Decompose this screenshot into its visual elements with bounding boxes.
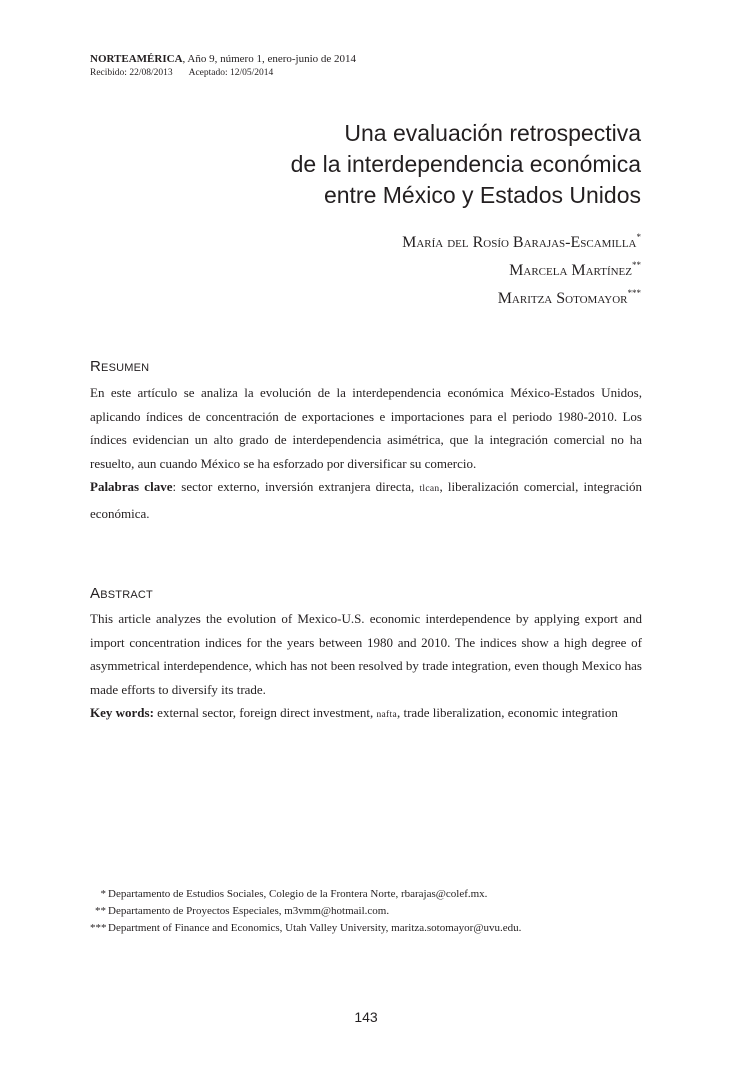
abstract-text: This article analyzes the evolution of Mexico-U.S. economic interdependence by applying export and import concentration indices for the years between 1980 and 2010. The indices show a high degree of asymmetrical interdependence, which has not been resolved by trade integration, even though Mexico has made efforts to diversify its trade. xyxy=(90,611,642,697)
author-name: Maritza Sotomayor xyxy=(497,290,628,307)
author-1 xyxy=(402,226,641,254)
keywords-abbr: nafta xyxy=(376,710,397,720)
received-date: Recibido: 22/08/2013 xyxy=(90,68,173,78)
keywords-text-b: , trade liberalization, economic integration xyxy=(396,705,618,720)
article-title xyxy=(201,118,641,211)
footnote-mark: *** xyxy=(90,922,107,934)
keywords-label: Palabras clave xyxy=(90,479,173,494)
footnote-text: Departamento de Proyectos Especiales, m3vmm@hotmail.com. xyxy=(108,905,390,917)
author-mark: * xyxy=(636,232,641,242)
running-header xyxy=(90,52,356,80)
footnote-mark: * xyxy=(100,888,106,900)
author-2 xyxy=(402,254,641,282)
issue-info: , Año 9, número 1, enero-junio de 2014 xyxy=(182,53,357,65)
author-mark: ** xyxy=(632,260,641,270)
abstract-section xyxy=(90,607,642,728)
footnote-text: Department of Finance and Economics, Utah Valley University, maritza.sotomayor@uvu.edu. xyxy=(108,922,522,934)
footnotes xyxy=(90,886,521,937)
accepted-date: Aceptado: 12/05/2014 xyxy=(188,68,274,78)
keywords-text-a: : sector externo, inversión extranjera directa, xyxy=(172,479,420,494)
author-name: Marcela Martínez xyxy=(509,262,632,279)
author-3 xyxy=(402,282,641,310)
resumen-section xyxy=(90,381,642,525)
title-line-2: de la interdependencia económica xyxy=(290,151,641,177)
journal-line xyxy=(90,52,356,66)
abstract-heading: Abstract xyxy=(90,585,153,602)
author-mark: *** xyxy=(627,288,641,298)
author-name: María del Rosío Barajas-Escamilla xyxy=(402,234,637,251)
title-line-1: Una evaluación retrospectiva xyxy=(344,120,641,146)
author-list xyxy=(402,226,641,310)
page-number: 143 xyxy=(354,1009,378,1025)
title-line-3: entre México y Estados Unidos xyxy=(323,182,641,208)
resumen-keywords xyxy=(90,475,642,525)
footnote-text: Departamento de Estudios Sociales, Colegio de la Frontera Norte, rbarajas@colef.mx. xyxy=(108,888,488,900)
dates-line xyxy=(90,66,356,80)
footnote-1 xyxy=(90,886,521,903)
footnote-2 xyxy=(90,903,521,920)
keywords-abbr: tlcan xyxy=(419,484,440,494)
footnote-3 xyxy=(90,920,521,937)
keywords-text-b: , liberalización comercial, integración económica. xyxy=(90,479,642,521)
resumen-text: En este artículo se analiza la evolución de la interdependencia económica México-Estados Unidos, aplicando índices de concentración de exportaciones e importaciones para el periodo 1980-2010. Los índices evidencian un alto grado de interdependencia asimétrica, que la integración comercial no ha resuelto, aun cuando México se ha esforzado por diversificar su comercio. xyxy=(90,385,642,471)
keywords-label: Key words: xyxy=(90,705,154,720)
journal-name: NORTEAMÉRICA xyxy=(90,53,183,65)
keywords-text-a: external sector, foreign direct investment, xyxy=(153,705,377,720)
abstract-keywords xyxy=(90,701,642,728)
resumen-heading: Resumen xyxy=(90,358,150,375)
footnote-mark: ** xyxy=(95,905,106,917)
